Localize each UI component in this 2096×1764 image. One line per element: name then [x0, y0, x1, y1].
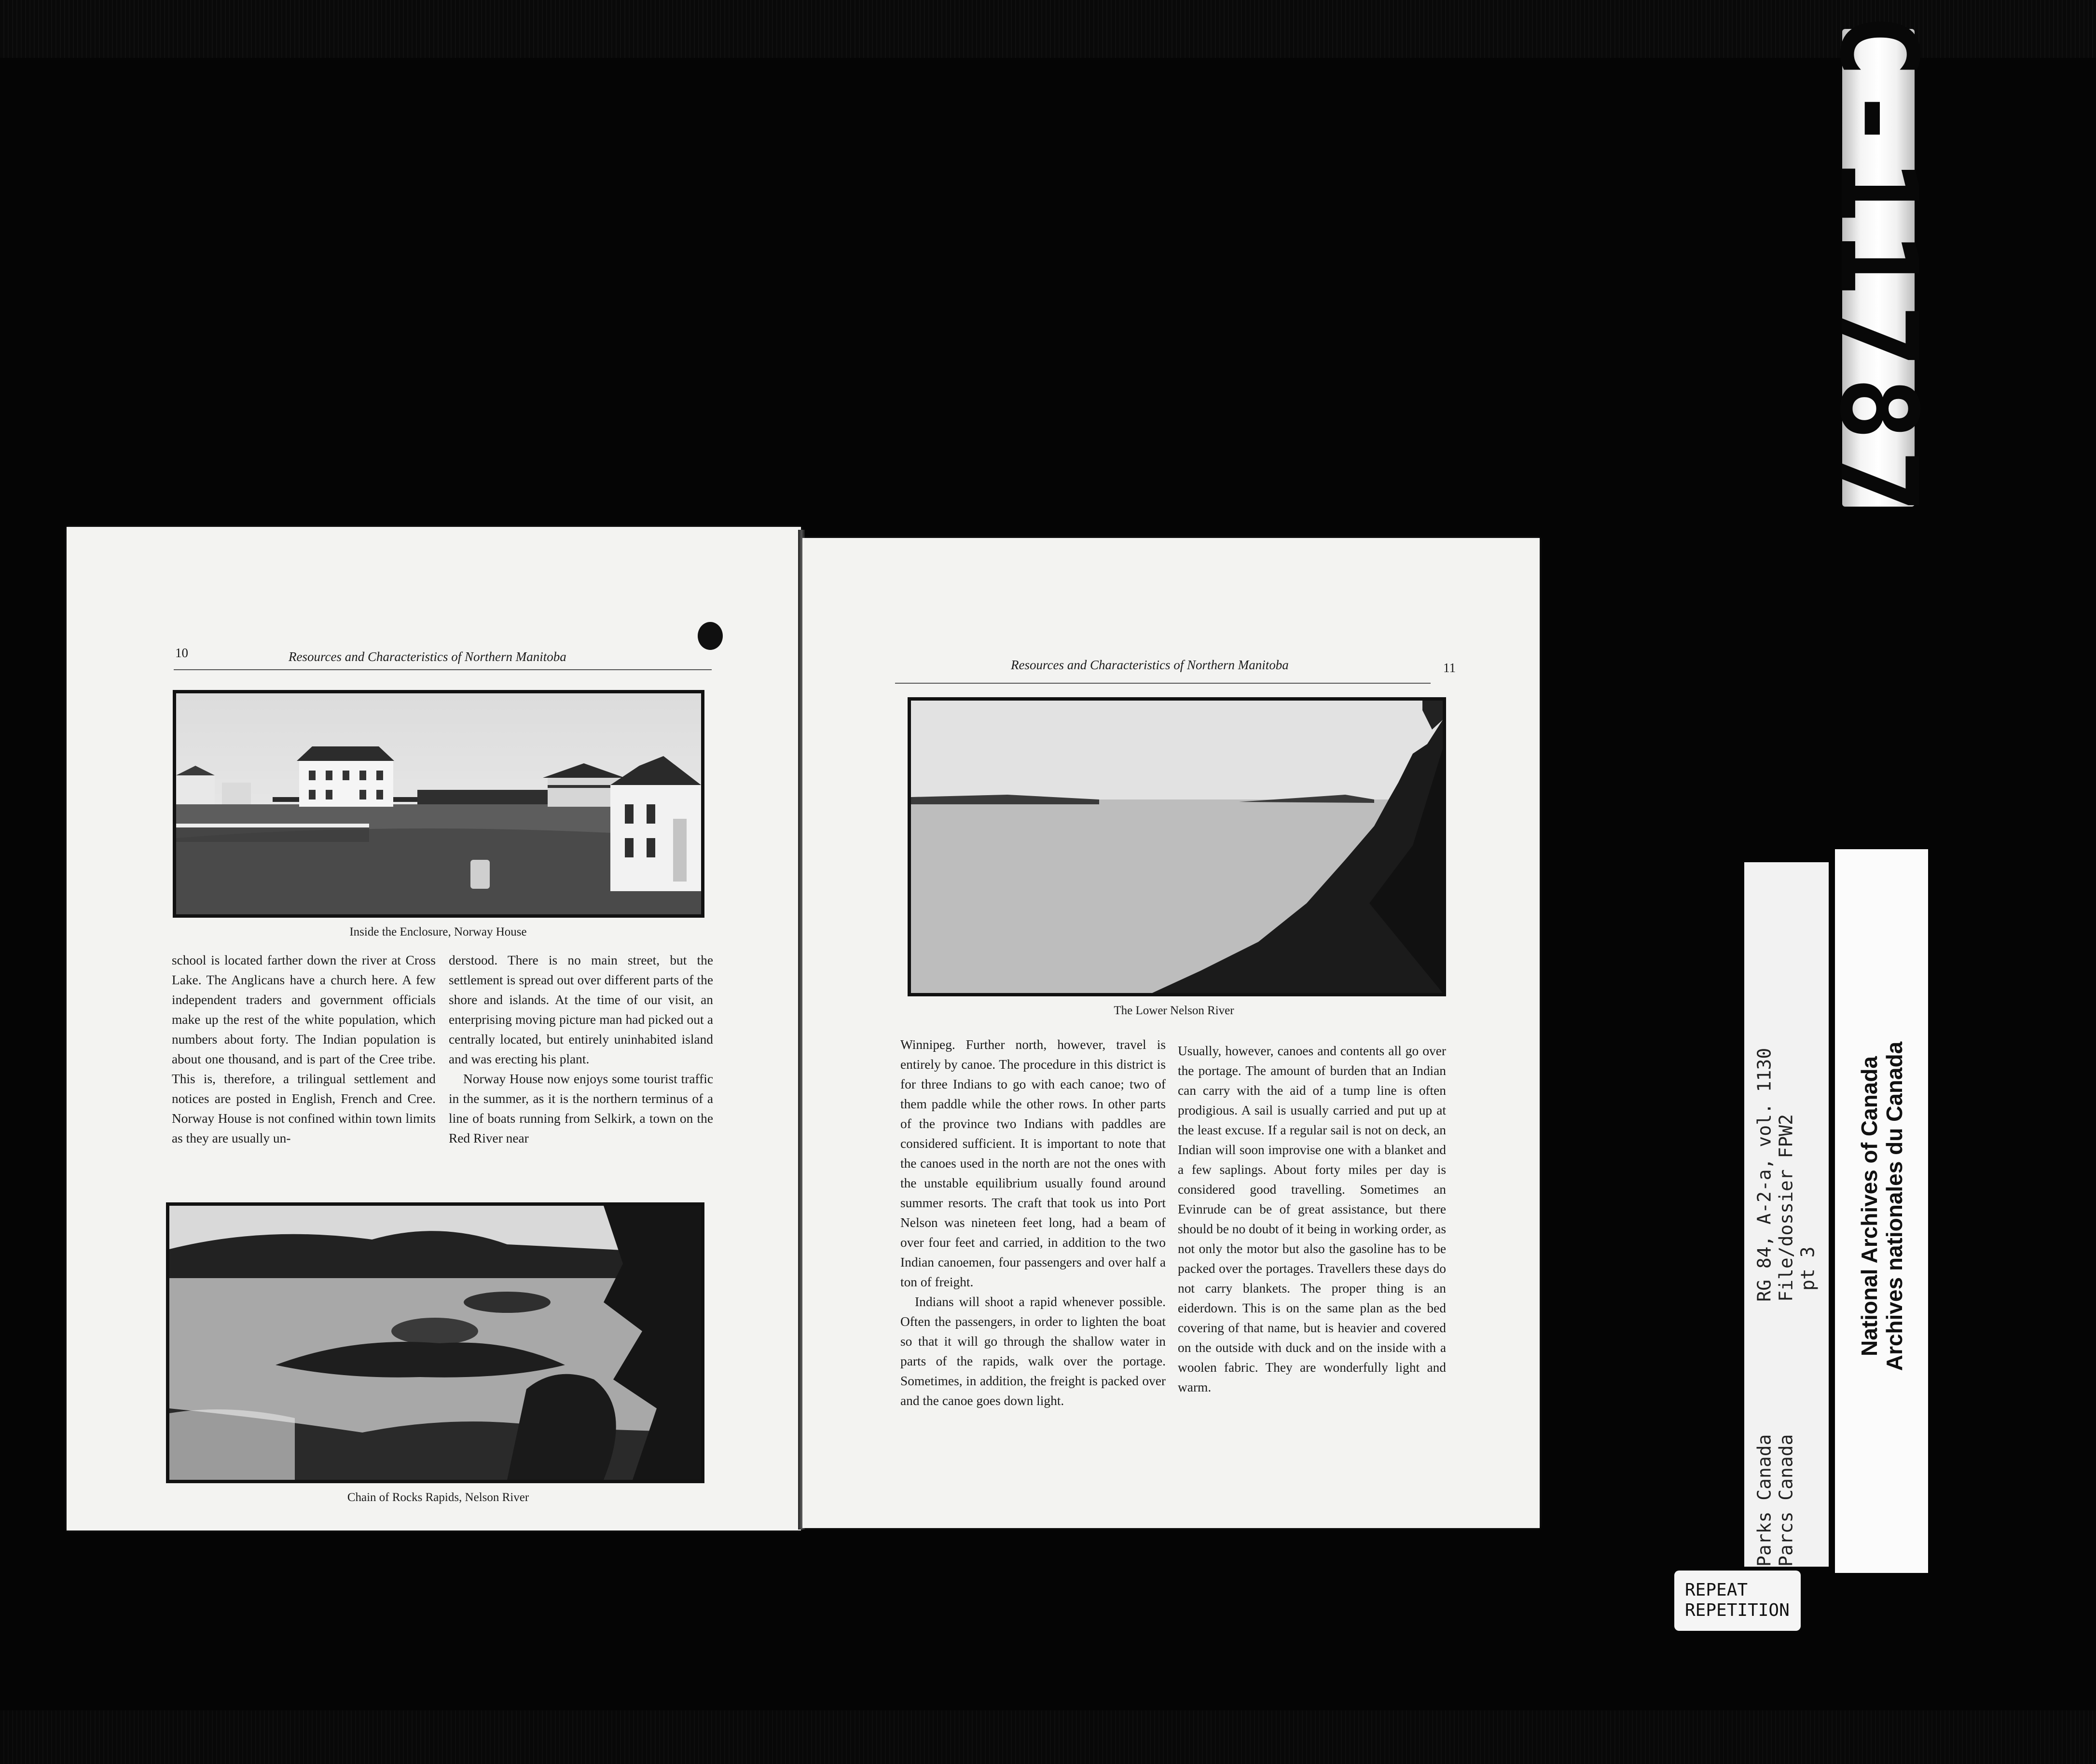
photo-norway-house	[173, 690, 704, 918]
film-edge-top	[0, 0, 2096, 58]
paragraph: Usually, however, canoes and contents all go over the portage. The amount of burden that an Indian can carry with the aid of a tump line is often prodigious. A sail is usually carried and put up at the least excuse. If a regular sail is not on deck, an Indian will soon improvise one with a blanket and a few saplings. About forty miles per day is considered good travelling. Sometimes an Evinrude can be of great assistance, but there should be no doubt of it being in working order, as not only the motor but also the gasoline has to be packed over the portages. Travellers these days do not carry blankets. The proper thing is an eiderdown. This is on the same plan as the bed covering of that name, but is heavier and covered on the outside with duck and on the inside with a woolen fabric. They are wonderfully light and warm.	[1178, 1044, 1446, 1394]
left-page	[67, 527, 801, 1530]
paragraph: Norway House now enjoys some tourist traffic in the summer, as it is the northern terminus of a line of boats running from Selkirk, a town on the Red River near	[449, 1072, 713, 1145]
film-edge-bottom	[0, 1710, 2096, 1764]
running-title-right: Resources and Characteristics of Northern Manitoba	[1011, 658, 1289, 672]
parks-canada-label-text	[1754, 862, 1819, 1567]
right-col-2	[1178, 1041, 1446, 1397]
repeat-text-fr: REPETITION	[1685, 1600, 1790, 1620]
page-number-right: 11	[1443, 661, 1456, 675]
paragraph: derstood. There is no main street, but the settlement is spread out over different parts of the shore and islands. At the time of our visit, an enterprising moving picture man had picked out a centrally located, but entirely uninhabited island and was erecting his plant.	[449, 953, 713, 1066]
header-rule	[895, 683, 1431, 684]
paragraph: Indians will shoot a rapid whenever possible. Often the passengers, in order to lighten the boat so that it will go through the shallow water in parts of the rapids, walk over the portage. Sometimes, in addition, the freight is packed over and the canoe goes down light.	[900, 1295, 1166, 1408]
caption-lower-nelson-river: The Lower Nelson River	[1114, 1004, 1234, 1017]
label-reference-1: RG 84, A-2-a, vol. 1130	[1753, 1047, 1775, 1302]
header-rule	[174, 669, 712, 670]
label-name-fr: Parcs Canada	[1775, 1434, 1797, 1567]
page-number-left: 10	[175, 646, 188, 660]
right-col-1	[900, 1035, 1166, 1411]
label-reference-2: File/dossier FPW2	[1775, 1114, 1797, 1302]
photo-lower-nelson-river	[908, 697, 1446, 996]
national-archives-label-text	[1857, 1042, 1907, 1371]
binding-hole-left	[698, 622, 723, 650]
repeat-label	[1674, 1571, 1801, 1631]
archives-name-fr: Archives nationales du Canada	[1882, 1041, 1907, 1371]
running-title-left: Resources and Characteristics of Northern Manitoba	[289, 649, 566, 664]
photo-chain-of-rocks-rapids	[166, 1202, 704, 1483]
left-col-2	[449, 951, 713, 1148]
paragraph: school is located farther down the river at Cross Lake. The Anglicans have a church here. A few independent traders and government officials make up the rest of the white population, which numbers about forty. The Indian population is about one thousand, and is part of the Cree tribe. This is, therefore, a trilingual settlement and notices are posted in English, French and Cree. Norway House is not confined within town limits as they are usually un-	[172, 953, 436, 1145]
reel-number: C-11787	[1817, 14, 1940, 522]
paragraph: Winnipeg. Further north, however, travel is entirely by canoe. The procedure in this district is for three Indians to go with each canoe; two of them paddle while the other rows. In other parts of the province two Indians with paddles are considered sufficient. It is important to note that the canoes used in the north are not the ones with the unstable equilibrium usually found around summer resorts. The craft that took us into Port Nelson was nineteen feet long, had a beam of over four feet and carried, in addition to the two Indian canoemen, four passengers and over half a ton of freight.	[900, 1037, 1166, 1289]
label-reference-3: pt 3	[1797, 1246, 1819, 1291]
label-name-en: Parks Canada	[1753, 1434, 1775, 1567]
repeat-text-en: REPEAT	[1685, 1580, 1748, 1600]
right-page	[802, 538, 1540, 1528]
archives-name-en: National Archives of Canada	[1857, 1056, 1882, 1357]
caption-chain-of-rocks-rapids: Chain of Rocks Rapids, Nelson River	[347, 1491, 529, 1504]
left-col-1	[172, 951, 436, 1148]
caption-norway-house: Inside the Enclosure, Norway House	[349, 925, 527, 938]
